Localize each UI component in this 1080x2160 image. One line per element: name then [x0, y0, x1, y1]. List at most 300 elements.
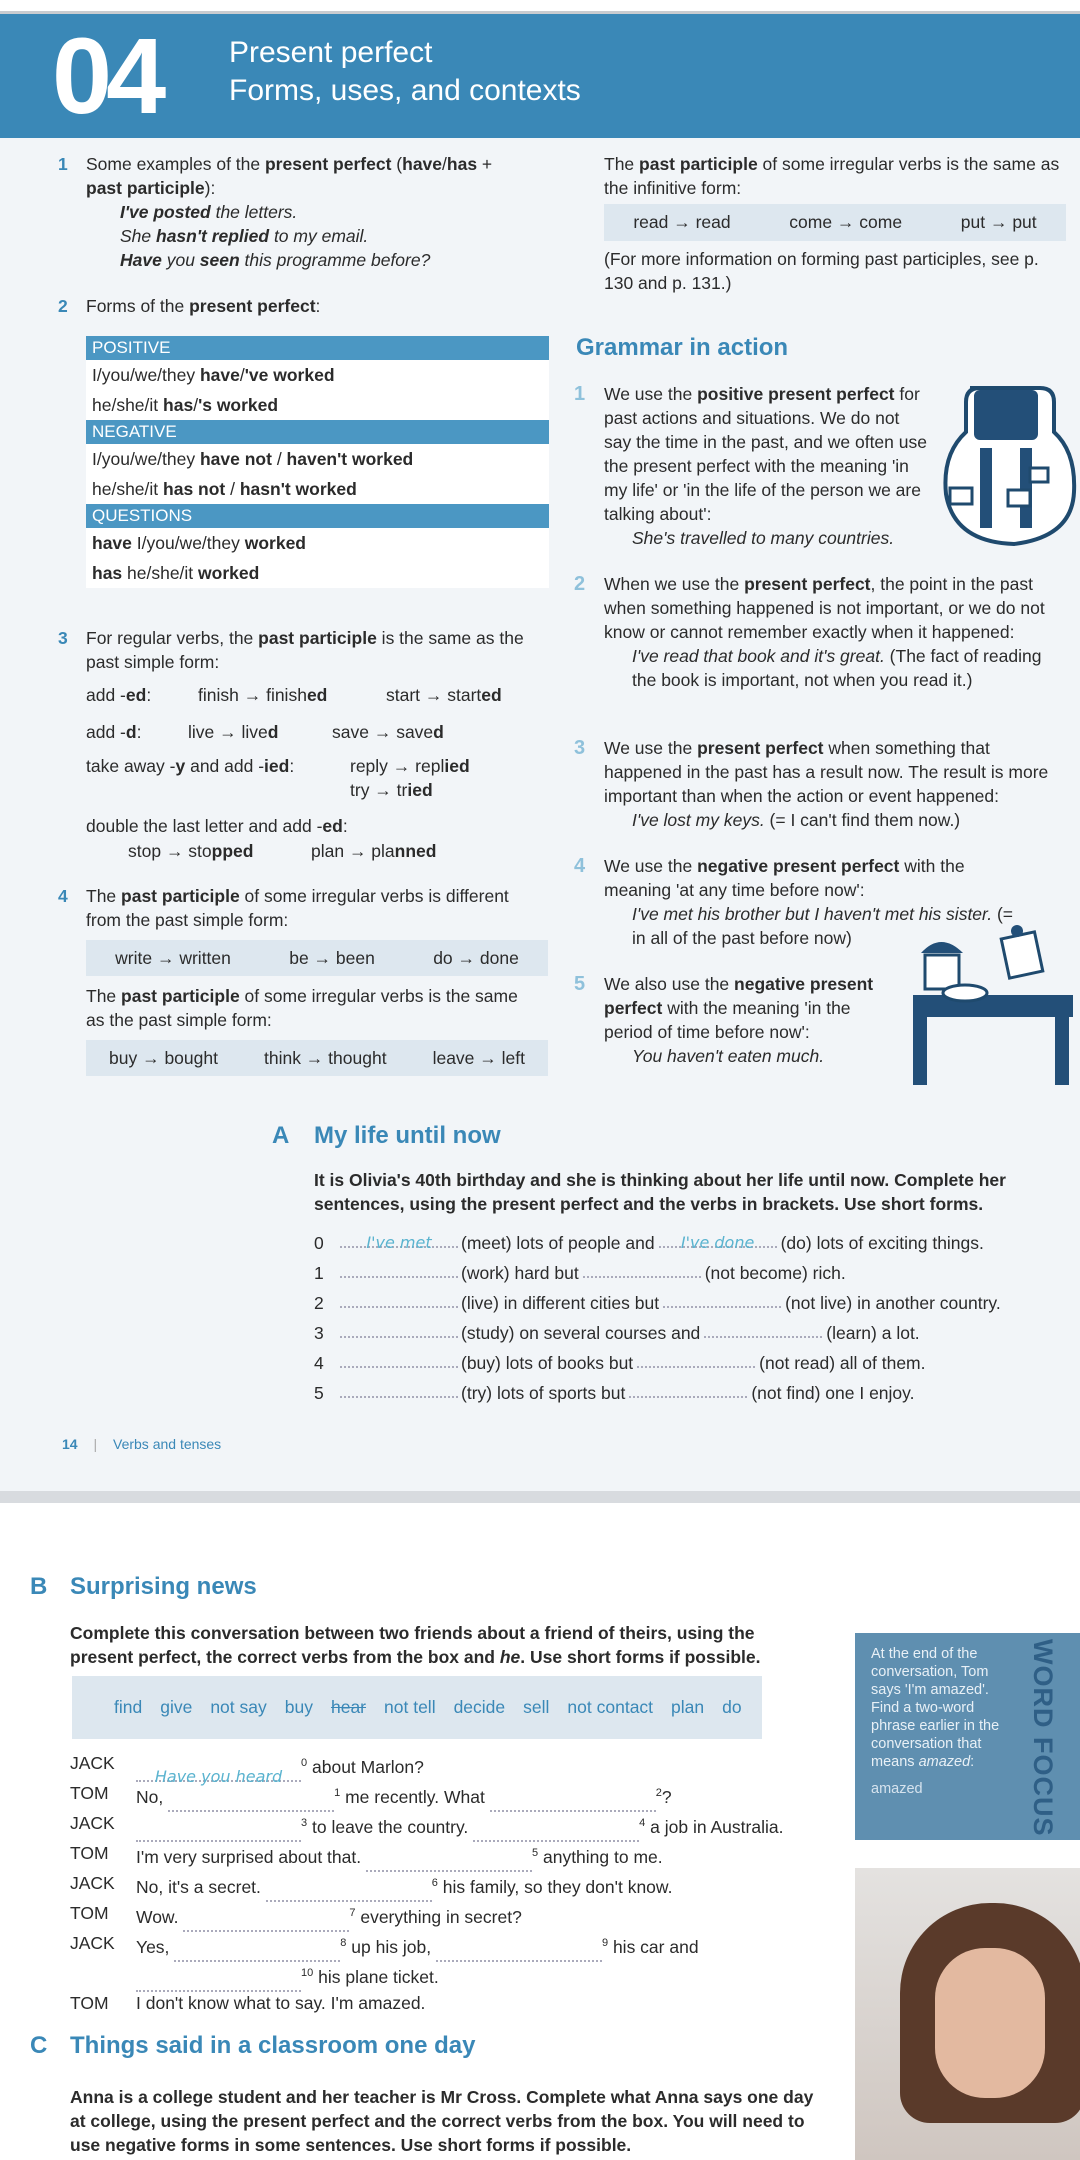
text-segment: for past actions and situations. We do not say the time in the past, and we often use the present perfect with the meaning 'in my life' or 'in the life of the person we are talking about':: [604, 384, 927, 524]
item-text: (not read) all of them.: [759, 1353, 926, 1373]
text-segment: /: [225, 479, 240, 499]
section-1: [58, 152, 516, 272]
item-number: 5: [314, 1383, 324, 1403]
text-segment: has: [163, 395, 194, 415]
text-segment: (The fact of reading the book is important, not when you read it.): [632, 646, 1042, 690]
text-segment: d: [125, 722, 137, 742]
text-segment: (: [391, 154, 403, 174]
rule-label: [86, 685, 151, 706]
chapter-subtitle: Forms, uses, and contexts: [229, 74, 581, 107]
text-segment: :: [970, 1754, 975, 1770]
answer-blank[interactable]: [340, 1378, 458, 1398]
text-segment: save → save: [332, 722, 434, 742]
verb-pair: do → done: [433, 947, 519, 968]
speaker: TOM: [70, 1843, 109, 1863]
item-text: [604, 572, 1066, 644]
verb-example: [198, 685, 327, 706]
text-segment: to my email.: [269, 226, 369, 246]
verb-example: [350, 780, 433, 801]
dialogue-line: [70, 1778, 850, 1808]
dialogue-line: [70, 1928, 850, 1958]
text-segment: start → start: [386, 685, 482, 705]
table-header-questions: QUESTIONS: [86, 504, 549, 528]
dialogue-line: [70, 1898, 850, 1928]
example: [604, 1044, 904, 1068]
text-segment: We use the: [604, 856, 698, 876]
text-segment: We use the: [604, 384, 698, 404]
text-segment: She: [120, 226, 156, 246]
answer-blank[interactable]: [637, 1348, 755, 1368]
text-segment: :: [136, 722, 142, 742]
verb-pair: write → written: [115, 947, 231, 968]
text-segment: has: [92, 563, 123, 583]
text-segment: :: [342, 816, 348, 836]
item-text: (try) lots of sports but: [461, 1383, 626, 1403]
item-number: 3: [314, 1323, 324, 1343]
text-segment: (= in all of the past before now): [632, 904, 1013, 948]
text-segment: ed: [125, 685, 147, 705]
item-text: (study) on several courses and: [461, 1323, 701, 1343]
text-segment: Have: [120, 250, 162, 270]
line-text: ?: [661, 1786, 672, 1807]
dialogue-line: [70, 1958, 850, 1988]
chapter-title: Present perfect: [229, 36, 433, 69]
item-number: 2: [574, 573, 586, 595]
word-option: hear: [330, 1697, 367, 1717]
text-segment: have: [92, 533, 132, 553]
text-segment: double the last letter and add -: [86, 816, 323, 836]
answer-blank[interactable]: Have you heard: [136, 1762, 301, 1782]
same-infinitive-text: [604, 152, 1066, 200]
speaker: JACK: [70, 1813, 115, 1833]
blank-number: 9: [601, 1937, 609, 1949]
exercise-b-instructions: [70, 1621, 810, 1669]
grammar-item-3: [574, 736, 1066, 832]
text-segment: /: [271, 449, 287, 469]
item-number: 2: [314, 1293, 324, 1313]
blank-number: 0: [301, 1757, 308, 1769]
word-focus-answer[interactable]: amazed: [871, 1781, 923, 1797]
text-segment: is the same as the past simple form:: [86, 628, 524, 672]
verb-example: [350, 756, 470, 777]
text-segment: past participle: [86, 178, 205, 198]
dialogue-line: [70, 1808, 850, 1838]
word-option: give: [160, 1697, 193, 1717]
line-text: his family, so they don't know.: [442, 1876, 673, 1897]
speaker: JACK: [70, 1933, 115, 1953]
dialogue-line: [70, 1838, 850, 1868]
section-4-text: [86, 884, 526, 932]
example: [86, 248, 516, 272]
text-segment: The: [604, 154, 640, 174]
item-number: 0: [314, 1233, 324, 1253]
line-text: No,: [136, 1786, 164, 1807]
dialogue-line: [70, 1988, 850, 2018]
rule-label: [86, 816, 348, 837]
exercise-a-letter: A: [272, 1122, 290, 1149]
item-text: (work) hard but: [461, 1263, 579, 1283]
table-row: [86, 390, 549, 420]
item-text: [604, 854, 1024, 902]
word-option: plan: [671, 1697, 705, 1717]
irregular-box-2: [86, 1040, 548, 1076]
item-number: 4: [314, 1353, 324, 1373]
text-segment: ied: [444, 756, 470, 776]
answer-blank[interactable]: [583, 1258, 701, 1278]
table-row: [86, 528, 549, 558]
blank-number: 3: [301, 1817, 308, 1829]
text-segment: +: [477, 154, 493, 174]
exercise-item: [314, 1288, 1074, 1318]
text-segment: You haven't eaten much.: [632, 1046, 825, 1066]
footer-divider: |: [93, 1436, 98, 1452]
top-strip: [0, 0, 1080, 14]
text-segment: /: [193, 395, 199, 415]
verb-pair: read → read: [633, 212, 731, 232]
text-segment: At the end of the conversation, Tom says 'I'm amazed'. Find a two-word phrase earlier in the conversation that means: [871, 1646, 1000, 1770]
text-segment: past participle: [121, 886, 240, 906]
grammar-item-5: [574, 972, 904, 1068]
text-segment: worked: [198, 563, 260, 583]
table-header-negative: NEGATIVE: [86, 420, 549, 444]
irregular-box-1: [86, 940, 548, 976]
text-segment: when something that happened in the past has a result now. The result is more important than when the action or event happened:: [604, 738, 1049, 806]
text-segment: 's worked: [198, 395, 279, 415]
line-text: everything in secret?: [360, 1906, 522, 1927]
text-segment: hasn't worked: [239, 479, 357, 499]
word-option: do: [722, 1697, 742, 1717]
text-segment: I/you/we/they: [131, 533, 245, 553]
item-text: [604, 382, 929, 526]
section-2-text: [86, 294, 546, 318]
table-row: [86, 474, 549, 504]
answer-blank[interactable]: [340, 1348, 458, 1368]
word-box: [72, 1676, 762, 1739]
text-segment: take away -: [86, 756, 176, 776]
exercise-b-title: Surprising news: [70, 1573, 257, 1600]
item-text: [604, 972, 904, 1044]
photo-face: [935, 1948, 1045, 2098]
chapter-number: 04: [52, 15, 161, 136]
infinitive-box: [604, 204, 1066, 241]
item-number: 1: [574, 383, 586, 405]
text-segment: have: [402, 154, 443, 174]
verb-pair: put → put: [960, 212, 1037, 232]
text-segment: stop → sto: [128, 841, 212, 861]
text-segment: d: [433, 722, 444, 742]
text-segment: :: [146, 685, 152, 705]
item-text: (meet) lots of people and: [461, 1233, 655, 1253]
text-segment: I've met his brother but I haven't met his sister.: [632, 904, 993, 924]
item-text: (not live) in another country.: [785, 1293, 1001, 1313]
exercise-item: [314, 1228, 1074, 1258]
rule-label: [86, 756, 294, 777]
section-1-text: [86, 152, 516, 200]
word-option: not contact: [567, 1697, 654, 1717]
student-photo: [855, 1868, 1080, 2160]
text-segment: plan → pla: [311, 841, 395, 861]
dinner-table-illustration: [905, 925, 1075, 1085]
more-info-text: (For more information on forming past participles, see p. 130 and p. 131.): [604, 249, 1039, 293]
text-segment: . Use short forms if possible.: [520, 1647, 761, 1667]
text-segment: She's travelled to many countries.: [632, 528, 895, 548]
text-segment: Forms of the: [86, 296, 190, 316]
verb-example: [128, 841, 253, 862]
speaker: TOM: [70, 1903, 109, 1923]
blank-number: 10: [301, 1967, 314, 1979]
text-segment: present perfect: [697, 738, 824, 758]
exercise-a-items: [314, 1228, 1074, 1408]
verb-example: [188, 722, 278, 743]
line-text: to leave the country.: [312, 1816, 469, 1837]
answer-blank[interactable]: [704, 1318, 822, 1338]
section-number: 2: [58, 296, 68, 316]
grammar-item-1: [574, 382, 929, 550]
footer-section: Verbs and tenses: [113, 1436, 222, 1452]
text-segment: have: [199, 365, 240, 385]
text-segment: has: [446, 154, 478, 174]
exercise-item: [314, 1258, 1074, 1288]
grammar-item-2: [574, 572, 1066, 692]
text-segment: seen: [199, 250, 240, 270]
item-text: (learn) a lot.: [826, 1323, 920, 1343]
table-row: [86, 444, 549, 474]
line-text: his car and: [612, 1936, 699, 1957]
table-header-positive: POSITIVE: [86, 336, 549, 360]
backpack-illustration: [930, 378, 1078, 548]
blank-number: 5: [531, 1847, 539, 1859]
example: [86, 224, 516, 248]
text-segment: /: [442, 154, 447, 174]
dialogue-line: [70, 1868, 850, 1898]
page-number: 14: [62, 1436, 78, 1452]
exercise-c-instructions: Anna is a college student and her teacher is Mr Cross. Complete what Anna says one day at college, using the present perfect and the correct verbs from the box. You will need to use negative forms in some sentences. Use short forms if possible.: [70, 2087, 814, 2155]
line-text: his plane ticket.: [318, 1966, 439, 1987]
text-segment: y: [175, 756, 186, 776]
text-segment: (= I can't find them now.): [764, 810, 961, 830]
speaker: JACK: [70, 1873, 115, 1893]
text-segment: present perfect: [264, 154, 392, 174]
word-option: buy: [284, 1697, 313, 1717]
word-option: not tell: [384, 1697, 436, 1717]
text-segment: I've posted: [120, 202, 211, 222]
text-segment: and add -: [185, 756, 265, 776]
example: [604, 808, 1066, 832]
text-segment: add -: [86, 722, 126, 742]
text-segment: 've worked: [244, 365, 335, 385]
item-text: (live) in different cities but: [461, 1293, 660, 1313]
text-segment: I/you/we/they: [92, 449, 200, 469]
text-segment: The: [86, 986, 122, 1006]
answer-blank[interactable]: I've done: [659, 1228, 777, 1248]
answer-blank[interactable]: [436, 1942, 602, 1962]
blank-number: 1: [334, 1787, 341, 1799]
speaker: TOM: [70, 1993, 109, 2013]
section-4: [58, 884, 526, 932]
line-text: Wow.: [136, 1906, 179, 1927]
text-segment: add -: [86, 685, 126, 705]
text-segment: present perfect: [744, 574, 871, 594]
text-segment: past participle: [258, 628, 377, 648]
verb-example: [311, 841, 436, 862]
exercise-c-title: Things said in a classroom one day: [70, 2032, 476, 2059]
item-text: (buy) lots of books but: [461, 1353, 634, 1373]
text-segment: he/she/it: [92, 395, 164, 415]
text-segment: When we use the: [604, 574, 745, 594]
answer-blank[interactable]: [629, 1378, 747, 1398]
dialogue: [70, 1748, 850, 2018]
blank-number: 6: [431, 1877, 438, 1889]
rule-label: [86, 722, 141, 743]
table-row: [86, 558, 549, 588]
section-4-text-2: [86, 984, 526, 1032]
exercise-item: [314, 1348, 1074, 1378]
text-segment: worked: [244, 533, 307, 553]
text-segment: finish → finish: [198, 685, 307, 705]
exercise-a-instructions: It is Olivia's 40th birthday and she is thinking about her life until now. Complete her sentences, using the present perfect and the verbs in brackets. Use short forms.: [314, 1170, 1006, 1214]
section-number: 4: [58, 886, 68, 906]
item-number: 1: [314, 1263, 324, 1283]
word-option: find: [114, 1697, 143, 1717]
line-text: anything to me.: [542, 1846, 663, 1867]
text-segment: ed: [306, 685, 328, 705]
word-option: sell: [523, 1697, 550, 1717]
blank-number: 2: [655, 1787, 662, 1799]
verb-example: [332, 722, 444, 743]
item-text: (not become) rich.: [704, 1263, 846, 1283]
example: [604, 526, 929, 550]
text-segment: I've read that book and it's great.: [632, 646, 885, 666]
exercise-item: [314, 1378, 1074, 1408]
text-segment: this programme before?: [239, 250, 431, 270]
item-text: (do) lots of exciting things.: [780, 1233, 984, 1253]
text-segment: reply → repl: [350, 756, 445, 776]
text-segment: ed: [481, 685, 502, 705]
verb-pair: buy → bought: [109, 1047, 218, 1068]
text-segment: he/she/it: [122, 563, 199, 583]
line-text: me recently. What: [345, 1786, 485, 1807]
verb-pair: come → come: [789, 212, 903, 232]
text-segment: For regular verbs, the: [86, 628, 259, 648]
text-segment: I've lost my keys.: [632, 810, 765, 830]
text-segment: you: [161, 250, 200, 270]
text-segment: :: [289, 756, 295, 776]
text-segment: /: [239, 365, 245, 385]
answer-blank[interactable]: [340, 1258, 458, 1278]
text-segment: :: [315, 296, 321, 316]
text-segment: d: [267, 722, 279, 742]
text-segment: amazed: [918, 1754, 971, 1770]
text-segment: ):: [204, 178, 216, 198]
text-segment: of some irregular verbs is the same as the infinitive form:: [604, 154, 1060, 198]
text-segment: with the meaning 'at any time before now':: [604, 856, 965, 900]
exercise-c-letter: C: [30, 2032, 48, 2059]
item-number: 4: [574, 855, 586, 877]
exercise-b-letter: B: [30, 1573, 48, 1600]
word-option: not say: [210, 1697, 267, 1717]
text-segment: I/you/we/they: [92, 365, 200, 385]
text-segment: ied: [407, 780, 433, 800]
blank-number: 8: [340, 1937, 347, 1949]
blank-number: 7: [349, 1907, 356, 1919]
text-segment: of some irregular verbs is the same as the past simple form:: [86, 986, 518, 1030]
word-focus-text: [871, 1645, 1021, 1771]
section-number: 3: [58, 628, 68, 648]
section-3-text: [86, 626, 536, 674]
dialogue-line: [70, 1748, 850, 1786]
text-segment: The: [86, 886, 122, 906]
section-2: [58, 294, 546, 318]
verb-pair: leave → left: [432, 1047, 525, 1068]
table-row: [86, 360, 549, 390]
example: [86, 200, 516, 224]
text-segment: positive present perfect: [697, 384, 895, 404]
verb-pair: think → thought: [263, 1047, 387, 1068]
text-segment: have not: [199, 449, 272, 469]
forms-table: [86, 336, 549, 588]
section-number: 1: [58, 154, 68, 174]
text-segment: negative present perfect: [697, 856, 900, 876]
text-segment: ied: [264, 756, 290, 776]
word-focus-box: [855, 1633, 1080, 1840]
line-text: No, it's a secret.: [136, 1876, 261, 1897]
answer-blank[interactable]: [340, 1288, 458, 1308]
line-text: about Marlon?: [312, 1756, 424, 1777]
word-focus-label: WORD FOCUS: [1028, 1639, 1058, 1837]
item-number: 3: [574, 737, 586, 759]
answer-blank[interactable]: [340, 1318, 458, 1338]
section-3: [58, 626, 536, 674]
item-number: 5: [574, 973, 586, 995]
answer-blank[interactable]: [663, 1288, 781, 1308]
line-text: Yes,: [136, 1936, 170, 1957]
line-text: up his job,: [351, 1936, 432, 1957]
example: [604, 644, 1066, 692]
line-text: I'm very surprised about that.: [136, 1846, 362, 1867]
word-option: decide: [453, 1697, 506, 1717]
page-separator: [0, 1491, 1080, 1503]
text-segment: We also use the: [604, 974, 735, 994]
text-segment: hasn't replied: [156, 226, 270, 246]
text-segment: Complete this conversation between two friends about a friend of theirs, using the present perfect, the correct verbs from the box and: [70, 1623, 755, 1667]
exercise-a-title: My life until now: [314, 1122, 501, 1149]
text-segment: he/she/it: [92, 479, 164, 499]
line-text: a job in Australia.: [650, 1816, 784, 1837]
text-segment: We use the: [604, 738, 698, 758]
text-segment: Some examples of the: [86, 154, 265, 174]
blank-number: 4: [639, 1817, 646, 1829]
text-segment: present perfect: [189, 296, 316, 316]
text-segment: pped: [211, 841, 254, 861]
exercise-item: [314, 1318, 1074, 1348]
answer-blank[interactable]: I've met: [340, 1228, 458, 1248]
grammar-in-action-heading: Grammar in action: [576, 334, 789, 361]
speaker: TOM: [70, 1783, 109, 1803]
text-segment: , the point in the past when something happened is not important, or we do not know or cannot remember exactly when it happened:: [604, 574, 1045, 642]
text-segment: has not: [163, 479, 226, 499]
text-segment: of some irregular verbs is different from the past simple form:: [86, 886, 509, 930]
text-segment: past participle: [121, 986, 240, 1006]
text-segment: past participle: [639, 154, 758, 174]
text-segment: the letters.: [210, 202, 298, 222]
text-segment: negative present perfect: [604, 974, 874, 1018]
line-text: I don't know what to say. I'm amazed.: [136, 1993, 426, 2013]
text-segment: live → live: [188, 722, 268, 742]
text-segment: try → tr: [350, 780, 408, 800]
item-text: (not find) one I enjoy.: [751, 1383, 915, 1403]
page-footer: [62, 1436, 221, 1452]
item-text: [604, 736, 1066, 808]
